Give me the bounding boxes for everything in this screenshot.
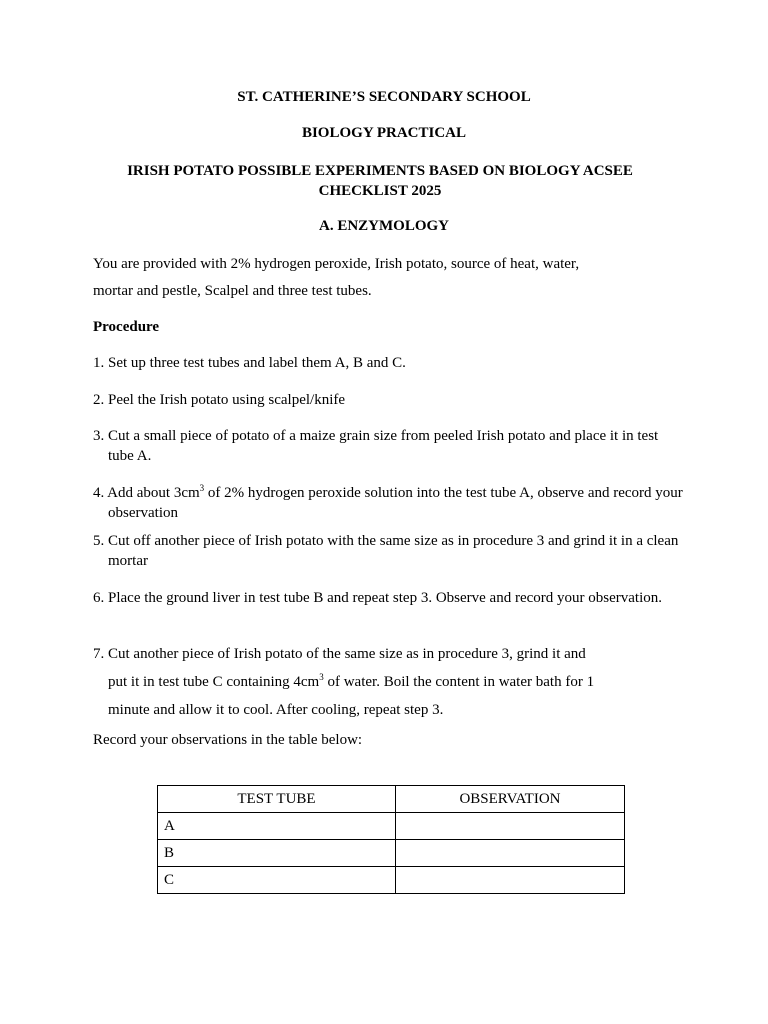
record-instruction: Record your observations in the table below: [93,732,363,748]
observation-table [157,785,625,894]
step-7-part-a: put it in test tube C containing 4cm [108,674,320,690]
experiment-title [80,161,680,201]
step-7-superscript: 3 [319,672,324,682]
step-2: 2. Peel the Irish potato using scalpel/knife [93,392,346,408]
school-name: ST. CATHERINE’S SECONDARY SCHOOL [237,89,531,105]
table-header-row [158,786,625,813]
subject-title: BIOLOGY PRACTICAL [301,125,467,141]
step-3 [93,426,683,466]
step-3-text: 3. Cut a small piece of potato of a maize grain size from peeled Irish potato and place it in test tube A. [93,428,659,464]
intro-line-1: You are provided with 2% hydrogen peroxide, Irish potato, source of heat, water, [93,256,580,272]
step-6 [93,588,683,608]
step-4-text [93,483,683,523]
experiment-title-line2: CHECKLIST 2025 [318,183,442,199]
step-5-text: 5. Cut off another piece of Irish potato with the same size as in procedure 3 and grind it in a clean mortar [93,533,679,569]
step-4-superscript: 3 [199,483,205,493]
step-7-line-2 [93,674,594,690]
step-5 [93,531,683,571]
step-7-part-b: of water. Boil the content in water bath for 1 [323,674,595,690]
cell-observation [396,867,625,894]
experiment-title-line1: IRISH POTATO POSSIBLE EXPERIMENTS BASED ON BIOLOGY ACSEE [127,163,633,179]
intro-line-2: mortar and pestle, Scalpel and three test tubes. [93,283,372,299]
cell-tube: A [158,813,396,840]
header-test-tube: TEST TUBE [158,786,396,813]
step-6-text: 6. Place the ground liver in test tube B and repeat step 3. Observe and record your observation. [93,590,662,606]
step-4-part-b: of 2% hydrogen peroxide solution into the test tube A, observe and record your observation [108,485,683,521]
step-4-part-a: 4. Add about 3cm [93,485,200,501]
table-row [158,813,625,840]
cell-observation [396,813,625,840]
header-observation: OBSERVATION [396,786,625,813]
cell-tube: B [158,840,396,867]
step-1: 1. Set up three test tubes and label them A, B and C. [93,355,406,371]
section-heading: A. ENZYMOLOGY [318,218,449,234]
procedure-heading: Procedure [93,319,160,335]
step-7-line-1: 7. Cut another piece of Irish potato of the same size as in procedure 3, grind it and [93,646,586,662]
table-row [158,840,625,867]
table-row [158,867,625,894]
cell-tube: C [158,867,396,894]
step-7-line-3: minute and allow it to cool. After cooling, repeat step 3. [108,702,444,718]
step-7 [93,640,683,724]
cell-observation [396,840,625,867]
step-4 [93,483,683,523]
